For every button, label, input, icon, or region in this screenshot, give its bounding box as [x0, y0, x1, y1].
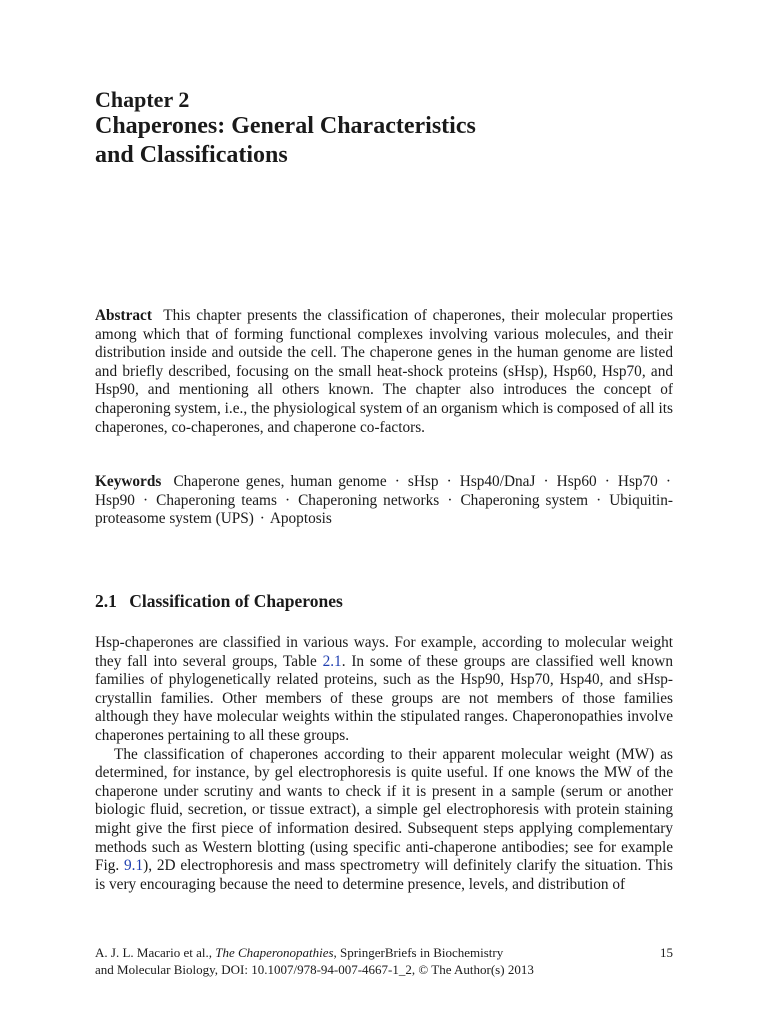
keyword-separator: ·	[394, 473, 400, 490]
body-text	[95, 634, 673, 894]
paragraph-2	[95, 746, 673, 895]
keywords-list	[95, 473, 673, 527]
keyword-item: Chaperoning system	[460, 491, 589, 509]
keyword-separator: ·	[259, 510, 265, 528]
abstract-label: Abstract	[95, 307, 152, 324]
abstract-text: This chapter presents the classification of chaperones, their molecular properties among which that of forming functional complexes involving various molecules, and their distribution inside and outside the cell. The chaperone genes in the human genome are listed and briefly described, focusing on the small heat-shock proteins (sHsp), Hsp60, Hsp70, and Hsp90, and mentioning all others known. The chapter also introduces the concept of chaperoning system, i.e., the physiological system of an organism which is composed of all its chaperones, co-chaperones, and chaperone co-factors.	[95, 307, 673, 436]
footer-authors: A. J. L. Macario et al.,	[95, 945, 216, 960]
section-heading	[95, 590, 343, 612]
paragraph-1-text-b: . In some of these groups are classified well known families of phylogenetically related proteins, such as the Hsp90, Hsp70, Hsp40, and sHsp-crystallin families. Other members of these groups are not members of those families although they have molecular weights within the stipulated ranges. Chaperonopathies involve chaperones pertaining to all these groups.	[95, 652, 673, 744]
keyword-item: Chaperone genes, human genome	[173, 473, 387, 490]
keyword-item: Apoptosis	[269, 510, 332, 528]
keyword-separator: ·	[143, 491, 149, 509]
chapter-title-line-2: and Classifications	[95, 142, 288, 168]
chapter-label: Chapter 2	[95, 87, 190, 112]
footer-series: , SpringerBriefs in Biochemistry	[333, 945, 504, 960]
footer-citation-line-1	[95, 945, 673, 962]
chapter-title	[95, 112, 476, 170]
keyword-item: Hsp90	[95, 491, 135, 509]
keyword-item: Hsp40/DnaJ	[459, 473, 536, 490]
keyword-separator: ·	[446, 473, 452, 490]
keywords	[95, 473, 673, 529]
keyword-item: Chaperoning teams	[156, 491, 277, 509]
paragraph-2-text-a: The classification of chaperones according to their apparent molecular weight (MW) as determined, for instance, by gel electrophoresis is quite useful. If one knows the MW of the chaperone under scrutiny and wants to check if it is present in a sample (serum or another biologic fluid, secretion, or tissue extract), a simple gel electrophoresis with protein staining might give the first piece of information desired. Subsequent steps applying complementary methods such as Western blotting (using specific anti-chaperone antibodies; see for example Fig.	[95, 745, 673, 875]
footer-book-title: The Chaperonopathies	[215, 945, 334, 960]
page-number: 15	[660, 945, 673, 960]
keyword-item: Hsp70	[617, 473, 658, 490]
keyword-separator: ·	[543, 473, 549, 490]
paragraph-1-text-a: Hsp-chaperones are classified in various ways. For example, according to molecular weight they fall into several groups, Table	[95, 634, 673, 670]
footer-citation-line-2: and Molecular Biology, DOI: 10.1007/978-94-007-4667-1_2, © The Author(s) 2013	[95, 961, 534, 977]
section-number: 2.1	[95, 591, 117, 611]
page-footer	[95, 945, 673, 978]
figure-9-1-link[interactable]: 9.1	[124, 857, 144, 875]
abstract	[95, 307, 673, 437]
table-2-1-link[interactable]: 2.1	[322, 652, 342, 670]
keyword-separator: ·	[596, 491, 602, 509]
chapter-title-line-1: Chaperones: General Characteristics	[95, 113, 476, 139]
keyword-separator: ·	[604, 473, 610, 490]
keyword-separator: ·	[284, 491, 291, 509]
section-title: Classification of Chaperones	[129, 591, 343, 611]
keyword-separator: ·	[665, 473, 672, 490]
paragraph-2-text-b: ), 2D electrophoresis and mass spectrometry will definitely clarify the situation. This is very encouraging because the need to determine presence, levels, and distribution of	[95, 857, 673, 893]
keyword-item: Chaperoning networks	[298, 491, 440, 509]
keyword-item: Ubiquitin-proteasome system (UPS)	[95, 491, 673, 528]
keyword-separator: ·	[447, 491, 453, 509]
keywords-label: Keywords	[95, 473, 162, 490]
paragraph-1	[95, 634, 673, 746]
keyword-item: sHsp	[407, 473, 439, 490]
keyword-item: Hsp60	[556, 473, 597, 490]
